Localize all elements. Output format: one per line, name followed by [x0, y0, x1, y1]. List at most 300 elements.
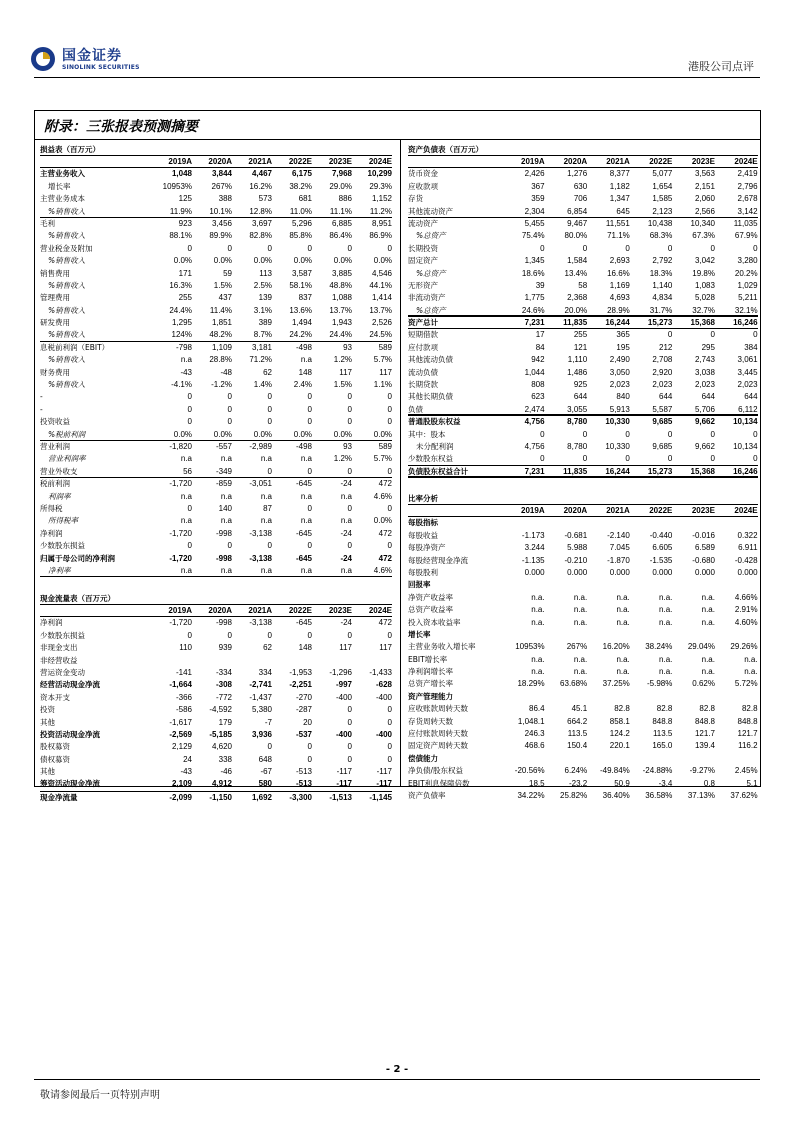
cell-value: 648	[258, 754, 272, 764]
row-label: 投资活动现金净流	[40, 729, 100, 739]
table-row	[40, 379, 392, 391]
cell-value: 6,175	[291, 169, 312, 179]
cell-value: n.a	[220, 565, 232, 575]
cell-value: 0	[387, 705, 392, 715]
year-header-row	[40, 156, 392, 168]
cell-value: -1,720	[169, 479, 192, 489]
cell-value: 437	[218, 293, 232, 303]
cell-value: 63.68%	[560, 679, 588, 689]
cell-value: 1,182	[609, 181, 630, 191]
cell-value: n.a.	[701, 592, 715, 602]
cell-value: -366	[175, 692, 192, 702]
table-row	[408, 218, 758, 230]
cell-value: 0	[187, 417, 192, 427]
cell-value: 0	[753, 330, 758, 340]
cell-value: -5.98%	[647, 679, 673, 689]
cell-value: 3,055	[567, 404, 588, 414]
table-row	[40, 704, 392, 716]
cell-value: 3.244	[524, 543, 545, 553]
cell-value: 9,662	[694, 417, 715, 427]
cell-value: 37.13%	[687, 790, 715, 800]
cell-value: -3,300	[289, 792, 312, 802]
cell-value: 24.2%	[289, 330, 312, 340]
cell-value	[152, 655, 192, 667]
sinolink-logo-icon	[30, 46, 56, 72]
cell-value: 10,134	[733, 417, 758, 427]
cell-value: 1,585	[652, 194, 673, 204]
table-row	[40, 515, 392, 527]
cell-value: 0	[667, 330, 673, 340]
cell-value: 0.000	[694, 567, 715, 577]
document-type: 港股公司点评	[688, 60, 754, 73]
cell-value: 38.2%	[289, 181, 312, 191]
cell-value: 2,109	[171, 779, 192, 789]
cell-value: 10953%	[515, 642, 545, 652]
cell-value: 44.1%	[369, 280, 392, 290]
year-header-row	[40, 605, 392, 617]
cell-value: -1.2%	[211, 380, 232, 390]
cell-value: 2,368	[567, 293, 588, 303]
row-label: 资产负债率	[408, 790, 446, 800]
cell-value: 195	[616, 342, 630, 352]
table-row	[40, 243, 392, 255]
cell-value: -798	[175, 342, 192, 352]
table-row	[40, 342, 392, 354]
cell-value: -537	[295, 729, 312, 739]
row-label: %销售收入	[48, 380, 86, 390]
cell-value: 18.6%	[521, 268, 545, 278]
cell-value: 3,936	[251, 729, 272, 739]
cell-value: 10,299	[367, 169, 392, 179]
cell-value: 3,885	[331, 268, 352, 278]
table-row	[40, 503, 392, 515]
table-row	[40, 630, 392, 642]
year-header: 2021A	[248, 157, 272, 166]
cell-value: -400	[375, 692, 392, 702]
cell-value: n.a.	[744, 667, 758, 677]
row-label: %销售收入	[48, 280, 86, 290]
row-label: 每股股利	[408, 567, 438, 577]
cell-value: 16,246	[733, 318, 758, 328]
cell-value: -645	[295, 553, 312, 563]
cell-value: 93	[343, 342, 352, 352]
cell-value: 6,885	[331, 218, 352, 228]
cell-value: 1,775	[524, 293, 545, 303]
cell-value: 8,780	[567, 417, 588, 427]
cell-value: 0	[347, 466, 352, 476]
brand-name-en: SINOLINK SECURITIES	[62, 64, 140, 71]
year-header: 2022E	[288, 157, 312, 166]
row-label: 固定资产周转天数	[408, 741, 468, 751]
cell-value: -513	[295, 767, 312, 777]
cell-value: n.a	[300, 565, 312, 575]
table-row	[40, 766, 392, 778]
table-row	[40, 528, 392, 540]
cell-value: -24	[340, 618, 352, 628]
cell-value: 20.2%	[734, 268, 758, 278]
cell-value: 0	[347, 705, 352, 715]
cell-value: 0	[387, 243, 392, 253]
cell-value: 0	[710, 429, 715, 439]
cell-value: 4,620	[211, 742, 232, 752]
cell-value: -513	[295, 779, 312, 789]
cell-value: 468.6	[524, 741, 545, 751]
cell-value: 2,474	[524, 404, 545, 414]
cell-value: -46	[220, 767, 232, 777]
row-label: 少数股东权益	[408, 454, 453, 464]
cell-value: 7.045	[609, 543, 630, 553]
cell-value: 623	[531, 392, 545, 402]
cell-value: 1,692	[251, 792, 272, 802]
cell-value: 644	[744, 392, 758, 402]
table-row	[408, 268, 758, 280]
cell-value: 630	[573, 181, 588, 191]
table-row	[40, 218, 392, 230]
row-label: 长期贷款	[408, 380, 438, 390]
row-label: 主营业务收入增长率	[408, 642, 476, 652]
row-label: 主营业务成本	[40, 194, 85, 204]
cell-value: 8.7%	[253, 330, 272, 340]
cell-value: n.a.	[701, 617, 715, 627]
cell-value: n.a.	[659, 654, 673, 664]
year-header: 2023E	[691, 506, 715, 515]
row-label: 股权募资	[40, 742, 70, 752]
cell-value: 2,151	[694, 181, 715, 191]
cell-value: 86.4%	[329, 231, 352, 241]
cell-value: 1,083	[694, 280, 715, 290]
cell-value: 148	[298, 643, 312, 653]
cell-value: 121	[573, 342, 588, 352]
cell-value: 0	[347, 404, 352, 414]
year-header: 2020A	[563, 157, 588, 166]
cell-value: n.a	[180, 516, 192, 526]
table-title: 损益表（百万元）	[40, 143, 392, 156]
cell-value: 37.62%	[730, 790, 758, 800]
cell-value: 0.0%	[333, 429, 352, 439]
cell-value: 16.20%	[602, 642, 630, 652]
cell-value: 0	[625, 429, 630, 439]
cell-value: 0.322	[737, 530, 758, 540]
cell-value: -48	[220, 367, 232, 377]
cell-value: 0	[307, 417, 312, 427]
cell-value: -0.681	[564, 530, 588, 540]
cell-value: n.a.	[616, 617, 630, 627]
row-label: 存货周转天数	[408, 716, 453, 726]
cell-value: 18.29%	[517, 679, 545, 689]
row-label: 应付款项	[408, 342, 438, 352]
table-row	[408, 530, 758, 542]
cell-value: -117	[336, 767, 352, 777]
cell-value: 2,920	[652, 367, 673, 377]
row-label: 净利润	[40, 528, 63, 538]
cell-value: 2,023	[694, 380, 715, 390]
table-row	[40, 255, 392, 267]
table-row	[408, 604, 758, 616]
cell-value: 3,142	[737, 206, 758, 216]
cell-value: 5,028	[694, 293, 715, 303]
cell-value: 16.3%	[169, 280, 192, 290]
year-header: 2019A	[521, 157, 545, 166]
table-row	[408, 641, 758, 653]
row-label: 总资产收益率	[408, 605, 453, 615]
cell-value: -400	[335, 692, 352, 702]
cell-value: 4.66%	[734, 592, 758, 602]
cell-value: 56	[183, 466, 192, 476]
cell-value: 16,244	[605, 466, 630, 476]
table-row	[40, 404, 392, 416]
cell-value: 0.0%	[173, 256, 192, 266]
row-label: 非经营收益	[40, 655, 78, 665]
appendix-title: 附录：三张报表预测摘要	[34, 110, 761, 140]
cell-value: 86.4	[529, 704, 545, 714]
cell-value: 1,654	[652, 181, 673, 191]
cell-value: 0	[267, 466, 272, 476]
cell-value: -645	[295, 618, 312, 628]
cell-value: 1.4%	[253, 380, 272, 390]
table-row	[408, 367, 758, 379]
cell-value: 0	[267, 742, 272, 752]
row-label: 短期借款	[408, 330, 438, 340]
row-label: 其他长期负债	[408, 392, 453, 402]
cell-value	[312, 655, 352, 667]
cell-value: 0.0%	[333, 256, 352, 266]
cell-value: 0	[625, 454, 630, 464]
table-row	[408, 716, 758, 728]
row-label: 少数股东损益	[40, 541, 85, 551]
table-row	[40, 642, 392, 654]
cell-value: n.a	[260, 516, 272, 526]
cell-value: 1,345	[524, 256, 545, 266]
cell-value: 0	[387, 417, 392, 427]
cell-value: 858.1	[609, 716, 630, 726]
table-row	[408, 342, 758, 354]
table-row	[40, 754, 392, 766]
brand-name-cn: 国金证券	[62, 48, 122, 64]
cell-value: 5,296	[291, 218, 312, 228]
cell-value: 645	[616, 206, 630, 216]
cell-value: 0	[267, 541, 272, 551]
cell-value: 0	[710, 243, 715, 253]
cell-value: n.a.	[531, 654, 545, 664]
table-row	[408, 728, 758, 740]
table-row	[408, 230, 758, 242]
row-label: 流动资产	[408, 218, 438, 228]
year-header: 2022E	[288, 606, 312, 615]
cell-value: 58.1%	[289, 280, 312, 290]
table-row	[40, 553, 392, 565]
table-row	[40, 305, 392, 317]
cell-value: 644	[573, 392, 588, 402]
cell-value: 3.1%	[253, 305, 272, 315]
cell-value: 117	[379, 643, 392, 653]
cell-value: 2,426	[524, 169, 545, 179]
cell-value: 255	[573, 330, 588, 340]
cell-value: 0	[187, 392, 192, 402]
cell-value: 939	[218, 643, 232, 653]
cell-value: 0.0%	[293, 256, 312, 266]
cell-value: -1.173	[521, 530, 545, 540]
cell-value: 2,693	[609, 256, 630, 266]
cell-value: n.a.	[616, 592, 630, 602]
cell-value: 50.9	[614, 778, 630, 788]
table-row	[40, 230, 392, 242]
cell-value: 0	[347, 541, 352, 551]
cell-value: 20.0%	[564, 305, 588, 315]
cell-value: 384	[744, 342, 758, 352]
cell-value: 0	[753, 429, 758, 439]
cell-value: 5,380	[251, 705, 272, 715]
cell-value: 0	[387, 392, 392, 402]
row-label: %销售收入	[48, 305, 86, 315]
cell-value: 5,455	[524, 218, 545, 228]
cell-value: 82.8%	[249, 231, 272, 241]
cell-value: 11,835	[563, 318, 588, 328]
cell-value: 0.0%	[373, 256, 392, 266]
cell-value: 5.988	[567, 543, 588, 553]
year-header-row	[408, 505, 758, 517]
row-label: 管理费用	[40, 293, 70, 303]
cell-value: 0	[625, 243, 630, 253]
cell-value: -43	[180, 767, 192, 777]
row-label: 流动负债	[408, 367, 438, 377]
cell-value: 4,756	[524, 417, 545, 427]
cell-value: -24	[340, 528, 352, 538]
cell-value: 2.4%	[293, 380, 312, 390]
cell-value: 28.8%	[209, 355, 232, 365]
cell-value: 8,377	[609, 169, 630, 179]
cell-value: 121.7	[694, 729, 715, 739]
cell-value: -0.440	[649, 530, 673, 540]
cell-value: 8,951	[371, 218, 392, 228]
cell-value: 1,414	[371, 293, 392, 303]
cell-value: 3,587	[291, 268, 312, 278]
cell-value: 0	[227, 404, 232, 414]
cell-value: n.a	[300, 355, 312, 365]
table-row	[408, 404, 758, 416]
table-row	[408, 391, 758, 403]
cell-value: 1,494	[291, 318, 312, 328]
row-label: 净利润	[40, 618, 63, 628]
cell-value: -0.428	[734, 555, 758, 565]
cell-value: 0.000	[609, 567, 630, 577]
cell-value: 0	[387, 630, 392, 640]
year-header: 2024E	[734, 157, 758, 166]
table-row	[408, 416, 758, 428]
cell-value: 71.2%	[249, 355, 272, 365]
header-divider	[34, 77, 760, 78]
row-label: 其他	[40, 717, 55, 727]
cell-value	[272, 655, 312, 667]
cell-value: 3,038	[694, 367, 715, 377]
table-row	[40, 466, 392, 478]
cell-value: 2,490	[609, 355, 630, 365]
cell-value: -3,138	[249, 553, 272, 563]
row-label: 应收款项	[408, 181, 438, 191]
cell-value: -557	[215, 441, 232, 451]
header-spacer	[40, 156, 152, 167]
cell-value: 2,123	[652, 206, 673, 216]
cell-value: -1.535	[649, 555, 673, 565]
cell-value: 67.9%	[734, 231, 758, 241]
cell-value: 848.8	[694, 716, 715, 726]
row-label: 销售费用	[40, 268, 70, 278]
cell-value: 0	[307, 392, 312, 402]
cell-value: 1.5%	[213, 280, 232, 290]
cell-value: 1.2%	[333, 454, 352, 464]
row-label: 净负债/股东权益	[408, 766, 464, 776]
row-label: %销售收入	[48, 355, 86, 365]
cell-value: 1,029	[737, 280, 758, 290]
cell-value: n.a.	[573, 617, 588, 627]
cell-value: -9.27%	[689, 766, 715, 776]
cell-value: 0	[710, 330, 715, 340]
cell-value: -998	[215, 553, 232, 563]
cell-value: 10,438	[647, 218, 673, 228]
cell-value	[192, 655, 232, 667]
table-row	[40, 453, 392, 465]
table-row	[40, 478, 392, 490]
cell-value: n.a.	[701, 605, 715, 615]
table-row	[408, 654, 758, 666]
cell-value: 0	[753, 454, 758, 464]
cell-value: n.a.	[573, 667, 588, 677]
cell-value: 389	[258, 318, 272, 328]
row-label: 每股净资产	[408, 543, 446, 553]
cell-value: 39	[535, 280, 545, 290]
year-header: 2019A	[521, 506, 545, 515]
table-row	[40, 655, 392, 667]
cell-value: -0.680	[692, 555, 715, 565]
table-row	[408, 429, 758, 441]
cell-value: -4.1%	[171, 380, 192, 390]
cell-value: 4,834	[652, 293, 673, 303]
cell-value: 15,273	[647, 466, 673, 476]
cell-value: 125	[178, 194, 192, 204]
cell-value: 117	[339, 367, 352, 377]
row-label: 其他流动资产	[408, 206, 453, 216]
cell-value: 0	[307, 243, 312, 253]
cell-value: 1,851	[211, 318, 232, 328]
cell-value: -498	[295, 342, 312, 352]
cell-value: 0	[267, 392, 272, 402]
table-row	[40, 181, 392, 193]
cell-value: 2,743	[694, 355, 715, 365]
cell-value: n.a	[300, 516, 312, 526]
cell-value: -3,051	[249, 479, 272, 489]
cell-value: 0	[267, 417, 272, 427]
cell-value: 0	[307, 404, 312, 414]
cell-value: 0	[387, 466, 392, 476]
row-label: 负债股东权益合计	[408, 466, 468, 476]
cell-value: 580	[258, 779, 272, 789]
cell-value: 62	[263, 367, 272, 377]
cell-value: 0	[347, 717, 352, 727]
cell-value: 3,844	[211, 169, 232, 179]
year-header: 2024E	[368, 157, 392, 166]
table-row	[40, 741, 392, 753]
cell-value: n.a	[180, 355, 192, 365]
cell-value: 10,330	[605, 417, 630, 427]
table-row	[408, 354, 758, 366]
cell-value: 10953%	[162, 181, 192, 191]
table-row	[40, 441, 392, 453]
cell-value: 365	[616, 330, 630, 340]
cell-value: n.a	[260, 454, 272, 464]
year-header: 2020A	[563, 506, 588, 515]
cell-value: 472	[378, 553, 392, 563]
row-label: 债权募资	[40, 754, 70, 764]
cell-value: -2,569	[169, 729, 192, 739]
